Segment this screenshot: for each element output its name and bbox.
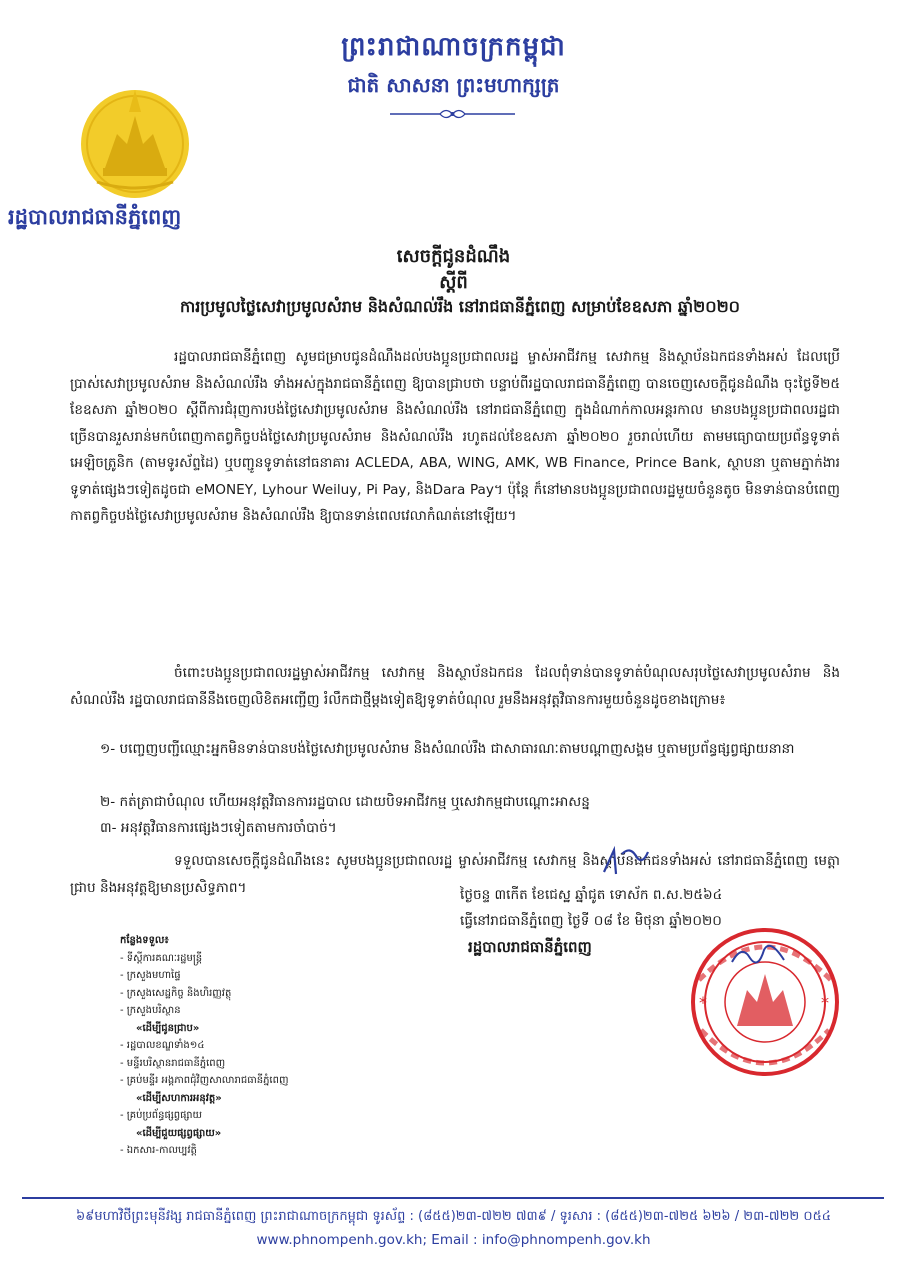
recipient-item: - គ្រប់ប្រព័ន្ធផ្សព្វផ្សាយ bbox=[120, 1110, 203, 1121]
recipient-group-label: «ដើម្បីជូនជ្រាប» bbox=[136, 1022, 200, 1034]
phnom-penh-emblem-icon bbox=[75, 82, 195, 202]
kingdom-heading: ព្រះរាជាណាចក្រកម្ពុជា bbox=[341, 32, 566, 62]
recipient-item: - ក្រសួងបរិស្ថាន bbox=[120, 1005, 181, 1016]
footer-address: ៦៩មហាវិថីព្រះមុនីវង្ស រាជធានីភ្នំពេញ ព្រះរាជាណាចក្រកម្ពុជា ទូរស័ព្ទ : (៨៥៥)២៣-៧២២ ៧៣៩ / ទូរសារ : (៨៥៥)២៣-៧២៥ ៦២៦ / ២៣-៧២២ ០៥៤ bbox=[75, 1209, 832, 1224]
recipient-item: - ក្រសួងមហាផ្ទៃ bbox=[120, 970, 181, 981]
signature-icon bbox=[728, 940, 788, 972]
ornament-divider-icon bbox=[390, 104, 515, 124]
svg-text:*: * bbox=[821, 993, 829, 1012]
footer-web-email: www.phnompenh.gov.kh; Email : info@phnompenh.gov.kh bbox=[256, 1232, 651, 1248]
signer-authority: រដ្ឋបាលរាជធានីភ្នំពេញ bbox=[468, 938, 592, 956]
issue-date: ធ្វើនៅរាជធានីភ្នំពេញ ថ្ងៃទី ០៨ ខែ មិថុនា ឆ្នាំ២០២០ bbox=[460, 913, 722, 929]
recipients-heading: កន្លែងទទួល៖ bbox=[120, 935, 169, 946]
measure-item-3: ៣- អនុវត្តវិធានការផ្សេងៗទៀតតាមការចាំបាច់។ bbox=[100, 820, 337, 836]
recipient-item: - ក្រសួងសេដ្ឋកិច្ច និងហិរញ្ញវត្ថុ bbox=[120, 987, 232, 999]
national-motto: ជាតិ សាសនា ព្រះមហាក្សត្រ bbox=[347, 73, 560, 97]
body-paragraph-2: ចំពោះបងប្អូនប្រជាពលរដ្ឋម្ចាស់អាជីវកម្ម សេវាកម្ម និងស្ថាប័នឯកជន ដែលពុំទាន់បានទូទាត់បំណុលសរុបថ្លៃសេវាប្រមូលសំរាម និងសំណល់រឹង រដ្ឋបាលរាជធានីនឹងចេញលិខិតអញ្ជើញ រំលឹកជាថ្មីម្តងទៀតឱ្យទូទាត់បំណុល រួមនឹងអនុវត្តវិធានការមួយចំនួនដូចខាងក្រោម៖ bbox=[70, 665, 840, 708]
recipient-item: - ទីស្តីការគណៈរដ្ឋមន្ត្រី bbox=[120, 952, 203, 964]
document-type-title: សេចក្តីជូនដំណឹង bbox=[396, 246, 511, 267]
recipient-item: - មន្ទីរបរិស្ថានរាជធានីភ្នំពេញ bbox=[120, 1057, 226, 1069]
about-label: ស្តីពី bbox=[439, 272, 468, 293]
recipient-group-label: «ដើម្បីជួយផ្សព្វផ្សាយ» bbox=[136, 1127, 222, 1139]
recipient-group-label: «ដើម្បីសហការអនុវត្ត» bbox=[136, 1092, 222, 1104]
recipient-item: - គ្រប់មន្ទីរ អង្គភាពជុំវិញសាលារាជធានីភ្នំពេញ bbox=[120, 1075, 289, 1086]
body-paragraph-3: ទទួលបានសេចក្តីជូនដំណឹងនេះ សូមបងប្អូនប្រជាពលរដ្ឋ ម្ចាស់អាជីវកម្ម សេវាកម្ម និងស្ថាប័នឯកជនទាំងអស់ នៅរាជធានីភ្នំពេញ មេត្តាជ្រាប និងអនុវត្តឱ្យមានប្រសិទ្ធភាព។ bbox=[70, 853, 840, 896]
footer-divider bbox=[22, 1197, 884, 1199]
svg-text:*: * bbox=[699, 993, 707, 1012]
recipient-item: - រដ្ឋបាលខណ្ឌទាំង១៤ bbox=[120, 1040, 205, 1051]
measure-item-1: ១- បញ្ចេញបញ្ជីឈ្មោះអ្នកមិនទាន់បានបង់ថ្លៃសេវាប្រមូលសំរាម និងសំណល់រឹង ជាសាធារណៈតាមបណ្តាញសង្គម ឬតាមប្រព័ន្ធផ្សព្វផ្សាយនានា bbox=[100, 741, 795, 757]
body-paragraph-1: រដ្ឋបាលរាជធានីភ្នំពេញ សូមជម្រាបជូនដំណឹងដល់បងប្អូនប្រជាពលរដ្ឋ ម្ចាស់អាជីវកម្ម សេវាកម្ម និងស្ថាប័នឯកជនទាំងអស់ ដែលប្រើប្រាស់សេវាប្រមូលសំរាម និងសំណល់រឹង ទាំងអស់ក្នុងរាជធានីភ្នំពេញ ឱ្យបានជ្រាបថា បន្ទាប់ពីរដ្ឋបាលរាជធានីភ្នំពេញ បានចេញសេចក្តីជូនដំណឹង ចុះថ្ងៃទី២៥ ខែឧសភា ឆ្នាំ២០២០ ស្តីពីការជំរុញការបង់ថ្លៃសេវាប្រមូលសំរាម និងសំណល់រឹង នៅរាជធានីភ្នំពេញ ក្នុងដំណាក់កាលអន្តរកាល មានបងប្អូនប្រជាពលរដ្ឋជាច្រើនបានរួសរាន់មកបំពេញកាតព្វកិច្ចបង់ថ្លៃសេវាប្រមូលសំរាម និងសំណល់រឹង រហូតដល់ខែឧសភា ឆ្នាំ២០២០ រួចរាល់ហើយ តាមមធ្យោបាយប្រព័ន្ធទូទាត់អេឡិចត្រូនិក (តាមទូរស័ព្ទដៃ) ឬបញ្ជូនទូទាត់នៅធនាគារ ACLEDA, ABA, WING, AMK, WB Finance, Prince Bank, ស្ថាបនា ឬតាមភ្នាក់ងារទូទាត់ផ្សេងៗទៀតដូចជា eMONEY, Lyhour Weiluy, Pi Pay, និងDara Pay។ ប៉ុន្តែ ក៏នៅមានបងប្អូនប្រជាពលរដ្ឋមួយចំនួនតូច មិនទាន់បានបំពេញកាតព្វកិច្ចបង់ថ្លៃសេវាប្រមូលសំរាម និងសំណល់រឹង ឱ្យបានទាន់ពេលវេលាកំណត់នៅឡើយ។ bbox=[70, 349, 841, 524]
handwritten-initial-icon bbox=[596, 842, 656, 882]
lunar-date: ថ្ងៃចន្ទ ៣កើត ខែជេស្ឋ ឆ្នាំជូត ទោស័ក ព.ស.២៥៦៤ bbox=[460, 887, 723, 903]
issuing-authority: រដ្ឋបាលរាជធានីភ្នំពេញ bbox=[8, 205, 182, 229]
notice-subject: ការប្រមូលថ្លៃសេវាប្រមូលសំរាម និងសំណល់រឹង នៅរាជធានីភ្នំពេញ សម្រាប់ខែឧសភា ឆ្នាំ២០២០ bbox=[179, 297, 740, 316]
measure-item-2: ២- កត់ត្រាជាបំណុល ហើយអនុវត្តវិធានការរដ្ឋបាល ដោយបិទអាជីវកម្ម ឬសេវាកម្មជាបណ្តោះអាសន្ន bbox=[100, 794, 590, 810]
recipients-list bbox=[120, 932, 380, 1160]
recipient-item: - ឯកសារ-កាលប្បវត្តិ bbox=[120, 1145, 197, 1156]
